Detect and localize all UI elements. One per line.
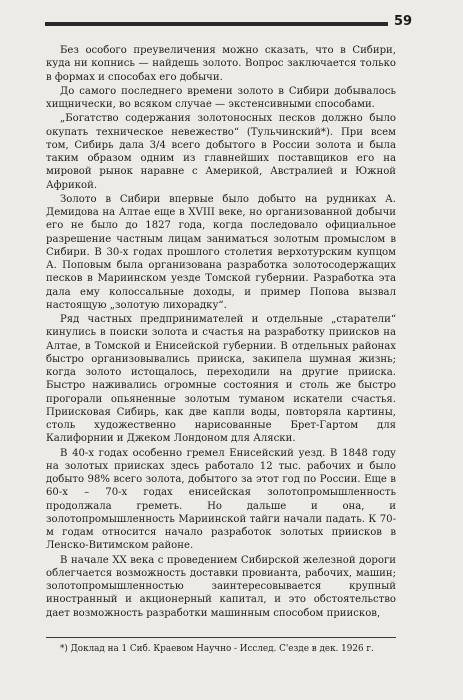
page-number: 59 (394, 14, 413, 29)
paragraph: Ряд частных предпринимателей и отдельные „старатели“ кинулись в поиски золота и счастья на разработку приисков на Алтае, в Томской и Енисейской губернии. В отдельных районах быстро организовывались прииска, закипела шумная жизнь; когда золото истощалось, переходили на другие прииска. Быстро наживались огромные состояния и столь же быстро прогорали опьяненные золотым туманом искатели счастья. Приисковая Сибирь, как две капли воды, повторяла картины, столь художественно нарисованные Брет-Гартом для Калифорнии и Джеком Лондоном для Аляски. (46, 314, 396, 445)
paragraph: Золото в Сибири впервые было добыто на рудниках А. Демидова на Алтае еще в XVIII веке, но организованной добычи его не было до 1827 года, когда последовало официальное разрешение частным лицам заниматься золотым промыслом в Сибири. В 30-х годах прошлого столетия верхотурским купцом А. Поповым была организована разработка золотосодержащих песков в Мариинском уезде Томской губернии. Разработка эта дала ему колоссальные доходы, и пример Попова вызвал настоящую „золотую лихорадку“. (46, 193, 396, 311)
footnote: *) Доклад на 1 Сиб. Краевом Научно - Исслед. С'езде в дек. 1926 г. (60, 644, 374, 654)
paragraph: В 40-х годах особенно гремел Енисейский уезд. В 1848 году на золотых приисках здесь работало 12 тыс. рабочих и было добыто 98% всего золота, добытого за этот год по России. Еще в 60-х – 70-х годах енисейская золотопромышленность продолжала греметь. Но дальше и она, и золотопромышленность Мариинской тайги начали падать. К 70-м годам относится начало разработок золотых приисков в Ленско-Витимском районе. (46, 447, 396, 552)
paragraph: В начале XX века с проведением Сибирской железной дороги облегчается возможность доставки провианта, рабочих, машин; золотопромышленностью заинтересовывается крупный иностранный и акционерный капитал, и это обстоятельство дает возможность разработки машинным способом приисков, (46, 554, 396, 619)
paragraph: До самого последнего времени золото в Сибири добывалось хищнически, во всяком случае — экстенсивными способами. (46, 85, 396, 110)
paragraph: Без особого преувеличения можно сказать, что в Сибири, куда ни копнись — найдешь золото. Вопрос заключается только в формах и способах его добычи. (46, 45, 396, 83)
footnote-rule (46, 637, 396, 638)
paragraph: „Богатство содержания золотоносных песков должно было окупать техническое невежество“ (Тульчинский*). При всем том, Сибирь дала 3/4 всего добытого в России золота и была таким образом одним из главнейших поставщиков его на мировой рынок наравне с Америкой, Австралией и Южной Африкой. (46, 113, 396, 191)
body-text (46, 44, 396, 621)
header-rule (45, 22, 388, 26)
